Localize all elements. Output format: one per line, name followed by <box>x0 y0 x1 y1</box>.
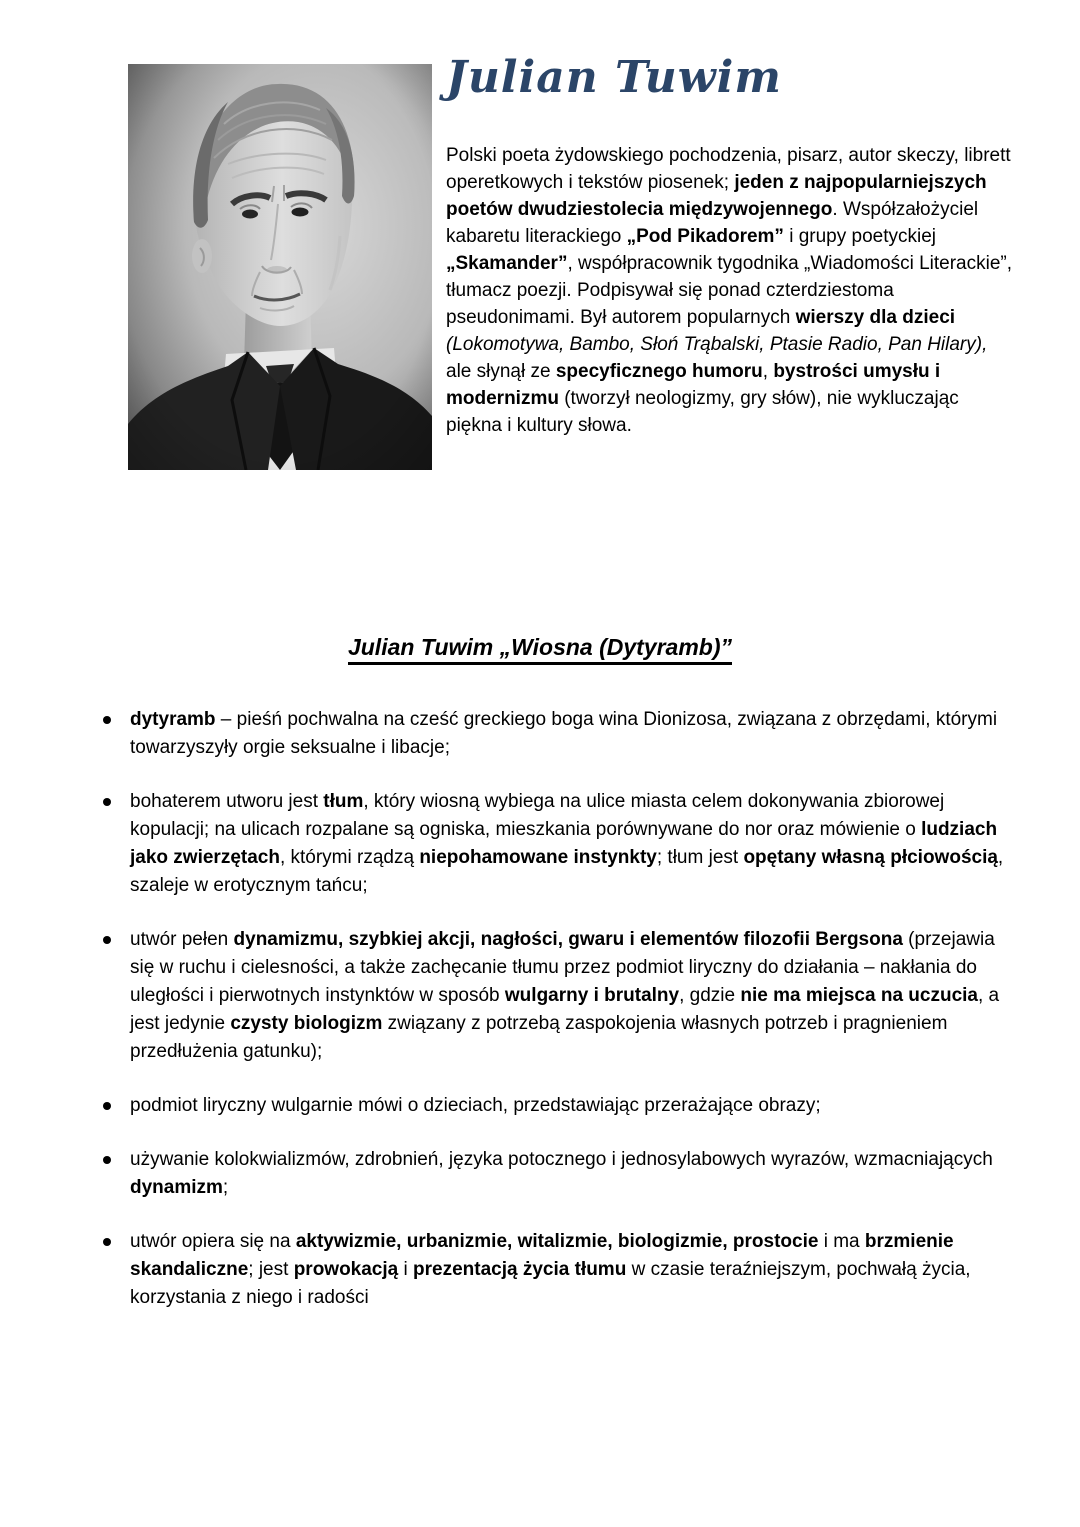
bold-text: opętany własną płciowością <box>743 847 998 868</box>
bold-text: dytyramb <box>130 709 216 730</box>
text-run: utwór opiera się na <box>130 1231 296 1252</box>
list-item <box>99 1146 1014 1202</box>
bold-text: specyficznego humoru <box>555 361 763 382</box>
bold-text: nie ma miejsca na uczucia <box>740 985 978 1006</box>
bold-text: „Skamander” <box>446 253 568 274</box>
text-run: używanie kolokwializmów, zdrobnień, języka potocznego i jednosylabowych wyrazów, wzmacniających <box>130 1149 993 1170</box>
bold-text: bystrości umysłu i modernizmu <box>446 361 941 409</box>
bold-text: prezentacją życia tłumu <box>413 1259 627 1280</box>
text-run: bohaterem utworu jest <box>130 791 324 812</box>
bio-paragraph <box>446 142 1014 439</box>
text-run: podmiot liryczny wulgarnie mówi o dzieciach, przedstawiając przerażające obrazy; <box>130 1095 821 1116</box>
text-run: , współpracownik tygodnika „Wiadomości Literackie”, tłumacz poezji. Podpisywał się ponad czterdziestoma pseudonimami. Był autorem popularnych <box>446 253 1013 328</box>
text-run: Polski poeta żydowskiego pochodzenia, pisarz, autor skeczy, librett operetkowych i tekstów piosenek; <box>446 145 1011 193</box>
list-item <box>99 1092 1014 1120</box>
bold-text: niepohamowane instynkty <box>419 847 657 868</box>
text-run: i grupy poetyckiej <box>783 226 937 247</box>
portrait-photo-image <box>128 64 432 470</box>
notes-list <box>99 706 1014 1338</box>
text-run: , szaleje w erotycznym tańcu; <box>130 847 1004 896</box>
text-run: ; <box>222 1177 229 1198</box>
bold-text: prowokacją <box>293 1259 399 1280</box>
text-run: , <box>762 361 774 382</box>
text-run: w czasie teraźniejszym, pochwałą życia, korzystania z niego i radości <box>130 1259 971 1308</box>
bold-text: „Pod Pikadorem” <box>626 226 784 247</box>
bold-text: dynamizmu, szybkiej akcji, nagłości, gwaru i elementów filozofii Bergsona <box>233 929 903 950</box>
bold-text: wierszy dla dzieci <box>795 307 956 328</box>
text-run: utwór pełen <box>130 929 234 950</box>
julian-tuwim-photo <box>128 64 432 470</box>
text-run: (tworzył neologizmy, gry słów), nie wykluczając piękna i kultury słowa. <box>446 388 959 436</box>
text-run: , który wiosną wybiega na ulice miasta celem dokonywania zbiorowej kopulacji; na ulicach rozpalane są ogniska, mieszkania porównywane do nor oraz mówienie o <box>130 791 945 840</box>
list-item <box>99 926 1014 1066</box>
bold-text: czysty biologizm <box>230 1013 383 1034</box>
bold-text: wulgarny i brutalny <box>504 985 680 1006</box>
bold-text: tłum <box>323 791 364 812</box>
text-run: , którymi rządzą <box>279 847 420 868</box>
text-run: ; tłum jest <box>656 847 744 868</box>
text-run: , a jest jedynie <box>130 985 1000 1034</box>
section-heading <box>0 634 1080 661</box>
bold-text: jeden z najpopularniejszych poetów dwudziestolecia międzywojennego <box>446 172 987 220</box>
text-run: ; jest <box>248 1259 294 1280</box>
list-item <box>99 706 1014 762</box>
text-run: , gdzie <box>679 985 741 1006</box>
section-heading-text: Julian Tuwim „Wiosna (Dytyramb)” <box>348 634 732 665</box>
bold-text: dynamizm <box>130 1177 223 1198</box>
text-run: i <box>398 1259 414 1280</box>
bold-text: brzmienie skandaliczne <box>130 1231 954 1280</box>
text-run: i ma <box>818 1231 865 1252</box>
text-run: – pieśń pochwalna na cześć greckiego boga wina Dionizosa, związana z obrzędami, którymi towarzyszyły orgie seksualne i libacje; <box>130 709 998 758</box>
bold-text: aktywizmie, urbanizmie, witalizmie, biologizmie, prostocie <box>295 1231 819 1252</box>
text-run: związany z potrzebą zaspokojenia własnych potrzeb i pragnieniem przedłużenia gatunku); <box>130 1013 948 1062</box>
list-item <box>99 1228 1014 1312</box>
bold-text: ludziach jako zwierzętach <box>130 819 998 868</box>
text-run: . Współzałożyciel kabaretu literackiego <box>446 199 979 247</box>
text-run: (przejawia się w ruchu i cielesności, a także zachęcanie tłumu przez podmiot liryczny do działania – nakłania do uległości i pierwotnych instynktów w sposób <box>130 929 995 1006</box>
page-title: Julian Tuwim <box>446 52 782 103</box>
text-run: ale słynął ze <box>446 361 556 382</box>
list-item <box>99 788 1014 900</box>
italic-text: (Lokomotywa, Bambo, Słoń Trąbalski, Ptasie Radio, Pan Hilary), <box>446 334 988 355</box>
